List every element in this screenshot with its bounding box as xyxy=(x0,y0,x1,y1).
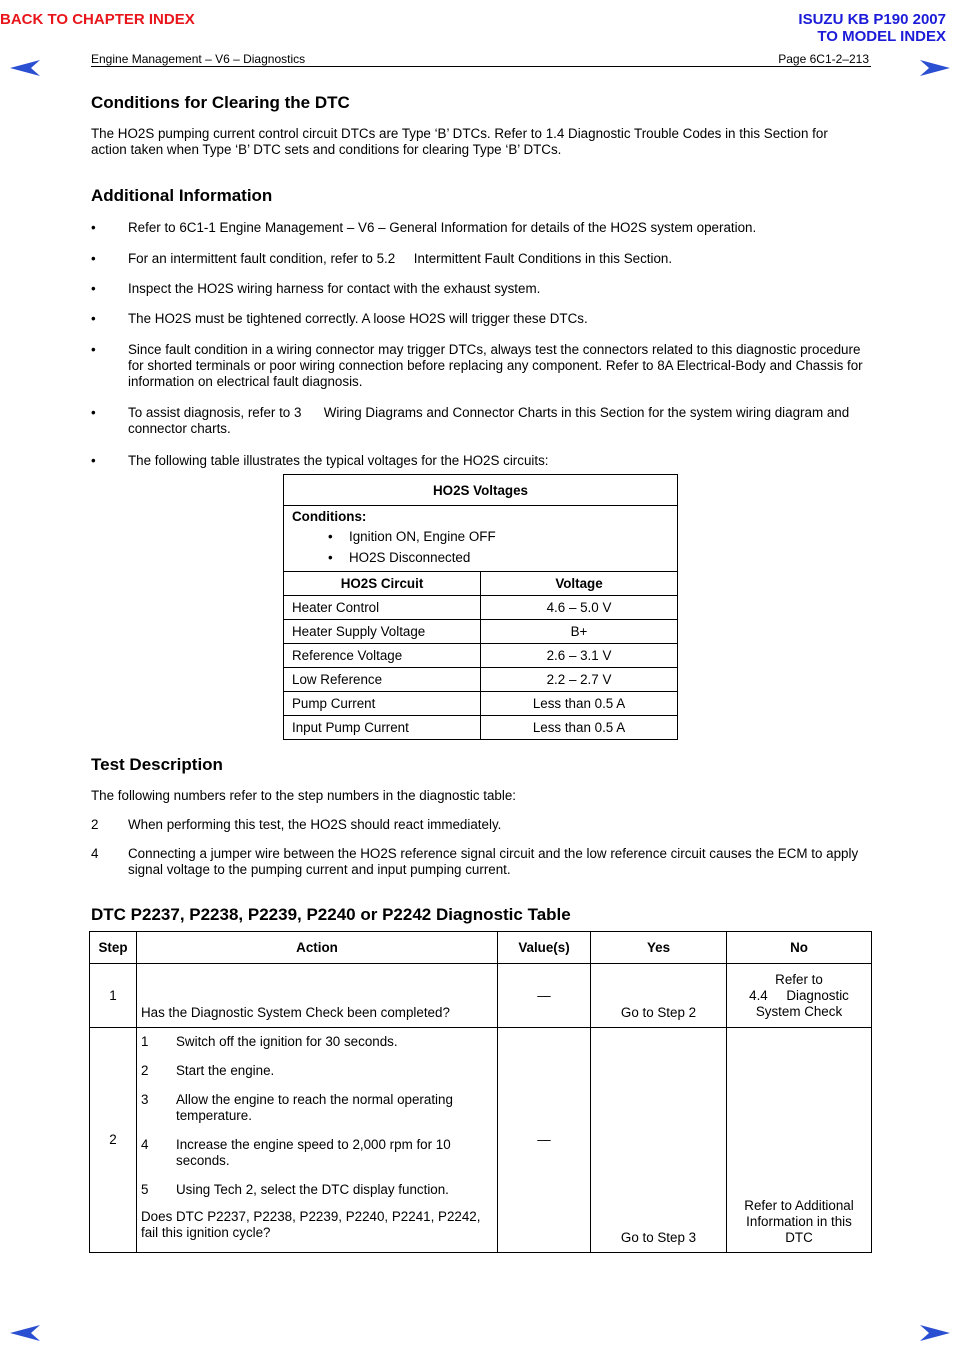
test-description-intro: The following numbers refer to the step numbers in the diagnostic table: xyxy=(91,788,517,803)
list-item: • Refer to 6C1-1 Engine Management – V6 – General Information for details of the HO2S system operation. xyxy=(91,220,757,235)
model-index-link[interactable] xyxy=(798,11,946,45)
page-number: Page 6C1-2–213 xyxy=(778,52,869,66)
conditions-label: Conditions: xyxy=(292,509,367,524)
col-header-values: Value(s) xyxy=(498,932,591,964)
back-to-chapter-index-link[interactable]: BACK TO CHAPTER INDEX xyxy=(0,11,195,28)
list-item: • Since fault condition in a wiring connector may trigger DTCs, always test the connectors related to this diagnostic procedure for shorted terminals or poor wiring connection before replacing any component. Refer to 8A Electrical-Body and Chassis for information on electrical fault diagnosis. xyxy=(91,342,863,389)
prev-page-arrow-bottom-icon[interactable] xyxy=(10,1325,40,1341)
diagnostic-table-title: DTC P2237, P2238, P2239, P2240 or P2242 Diagnostic Table xyxy=(91,905,571,924)
condition-item: • Ignition ON, Engine OFF xyxy=(328,529,496,544)
model-title: ISUZU KB P190 2007 xyxy=(798,11,946,28)
list-item: 2 When performing this test, the HO2S should react immediately. xyxy=(91,817,502,832)
to-model-index: TO MODEL INDEX xyxy=(817,28,946,45)
list-item: • Inspect the HO2S wiring harness for contact with the exhaust system. xyxy=(91,281,541,296)
col-header-action: Action xyxy=(137,932,498,964)
col-header-no: No xyxy=(727,932,872,964)
header-rule xyxy=(91,66,871,67)
table-row: Input Pump Current Less than 0.5 A xyxy=(284,716,678,740)
section-title-test-description: Test Description xyxy=(91,755,223,774)
conditions-cell xyxy=(284,506,678,572)
table-row: Reference Voltage 2.6 – 3.1 V xyxy=(284,644,678,668)
table-row: Pump Current Less than 0.5 A xyxy=(284,692,678,716)
list-item: • The following table illustrates the typical voltages for the HO2S circuits: xyxy=(91,453,549,468)
table-row: 1 Has the Diagnostic System Check been completed? — Go to Step 2 Refer to 4.4 Diagnostic System Check xyxy=(90,964,872,1028)
prev-page-arrow-icon[interactable] xyxy=(10,60,40,76)
running-header-left: Engine Management – V6 – Diagnostics xyxy=(91,52,306,66)
col-header-circuit: HO2S Circuit xyxy=(284,572,481,596)
section-title-clearing: Conditions for Clearing the DTC xyxy=(91,93,350,112)
table-row: Heater Control 4.6 – 5.0 V xyxy=(284,596,678,620)
next-page-arrow-bottom-icon[interactable] xyxy=(920,1325,950,1341)
col-header-step: Step xyxy=(90,932,137,964)
table-row: Heater Supply Voltage B+ xyxy=(284,620,678,644)
condition-item: • HO2S Disconnected xyxy=(328,550,471,565)
table-row: Low Reference 2.2 – 2.7 V xyxy=(284,668,678,692)
diagnostic-table xyxy=(89,931,872,1253)
list-item: • To assist diagnosis, refer to 3 Wiring Diagrams and Connector Charts in this Section for the system wiring diagram and connector charts. xyxy=(91,405,853,436)
list-item: 4 Connecting a jumper wire between the HO2S reference signal circuit and the low reference circuit causes the ECM to apply signal voltage to the pumping current and input pumping current. xyxy=(91,846,859,877)
ho2s-voltage-table xyxy=(283,474,678,740)
section-title-additional-info: Additional Information xyxy=(91,186,273,205)
list-item: • The HO2S must be tightened correctly. A loose HO2S will trigger these DTCs. xyxy=(91,311,588,326)
col-header-voltage: Voltage xyxy=(481,572,678,596)
table-row: 2 1 Switch off the ignition for 30 seconds. 2 Start the engine. 3 Allow the engine to reach the normal operating temperature. 4 Increase the engine speed to 2,000 rpm for 10 seconds. 5 Using Tech 2, select the DTC display function. Does DTC P2237, P2238, P2239, P2240, P2241, P2242, fail this ignition cycle? — Go to Step 3 Refer to Additional Information in this DTC xyxy=(90,1028,872,1253)
list-item: • For an intermittent fault condition, refer to 5.2 Intermittent Fault Conditions in this Section. xyxy=(91,251,673,266)
voltage-table-title: HO2S Voltages xyxy=(284,475,678,506)
clearing-paragraph: The HO2S pumping current control circuit DTCs are Type ‘B’ DTCs. Refer to 1.4 Diagnostic Trouble Codes in this Section for action taken when Type ‘B’ DTC sets and conditions for clearing Type ‘B’ DTCs. xyxy=(91,126,828,157)
next-page-arrow-icon[interactable] xyxy=(920,60,950,76)
col-header-yes: Yes xyxy=(591,932,727,964)
